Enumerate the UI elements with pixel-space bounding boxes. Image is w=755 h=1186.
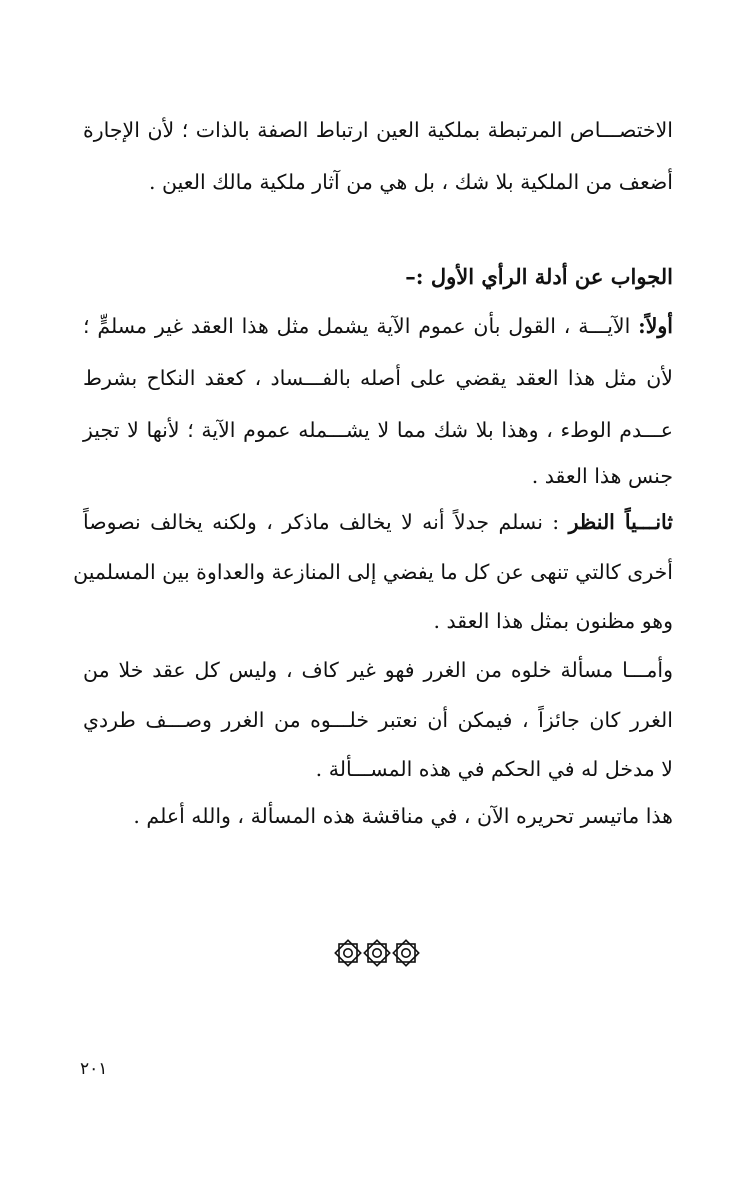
second-point-line-1 [83, 507, 673, 537]
first-point-label: أولاً: [638, 314, 673, 338]
second-point-label: ثانـــياً النظر [568, 510, 674, 534]
section-heading: الجواب عن أدلة الرأي الأول :– [405, 264, 673, 289]
intro-line-2: أضعف من الملكية بلا شك ، بل هي من آثار ملكية مالك العين . [148, 170, 673, 194]
first-point-line-2: لأن مثل هذا العقد يقضي على أصله بالفـــساد ، كعقد النكاح بشرط [83, 366, 673, 390]
intro-line-1: الاختصـــاص المرتبطة بملكية العين ارتباط الصفة بالذات ؛ لأن الإجارة [83, 118, 673, 142]
third-point-line-3: لا مدخل له في الحكم في هذه المســـألة . [315, 757, 673, 781]
first-point-line-1 [83, 311, 673, 341]
third-point-line-2: الغرر كان جائزاً ، فيمكن أن نعتبر خلـــوه من الغرر وصـــف طردي [83, 708, 673, 732]
third-point-line-1: وأمـــا مسألة خلوه من الغرر فهو غير كاف ، وليس كل عقد خلا من [83, 658, 673, 682]
closing-line: هذا ماتيسر تحريره الآن ، في مناقشة هذه المسألة ، والله أعلم . [133, 804, 673, 828]
star-ornament-icon [333, 938, 421, 968]
first-point-line-3: عـــدم الوطء ، وهذا بلا شك مما لا يشـــمله عموم الآية ؛ لأنها لا تجيز [83, 418, 673, 442]
first-point-line-4: جنس هذا العقد . [531, 464, 673, 488]
second-point-line-2: أخرى كالتي تنهى عن كل ما يفضي إلى المنازعة والعداوة بين المسلمين [73, 560, 673, 584]
page-number: ٢٠١ [80, 1059, 108, 1079]
second-point-text: : نسلم جدلاً أنه لا يخالف ماذكر ، ولكنه يخالف نصوصاً [83, 510, 560, 534]
first-point-text: الآيـــة ، القول بأن عموم الآية يشمل مثل هذا العقد غير مسلمٍّ ؛ [83, 314, 631, 338]
second-point-line-3: وهو مظنون بمثل هذا العقد . [433, 609, 673, 633]
